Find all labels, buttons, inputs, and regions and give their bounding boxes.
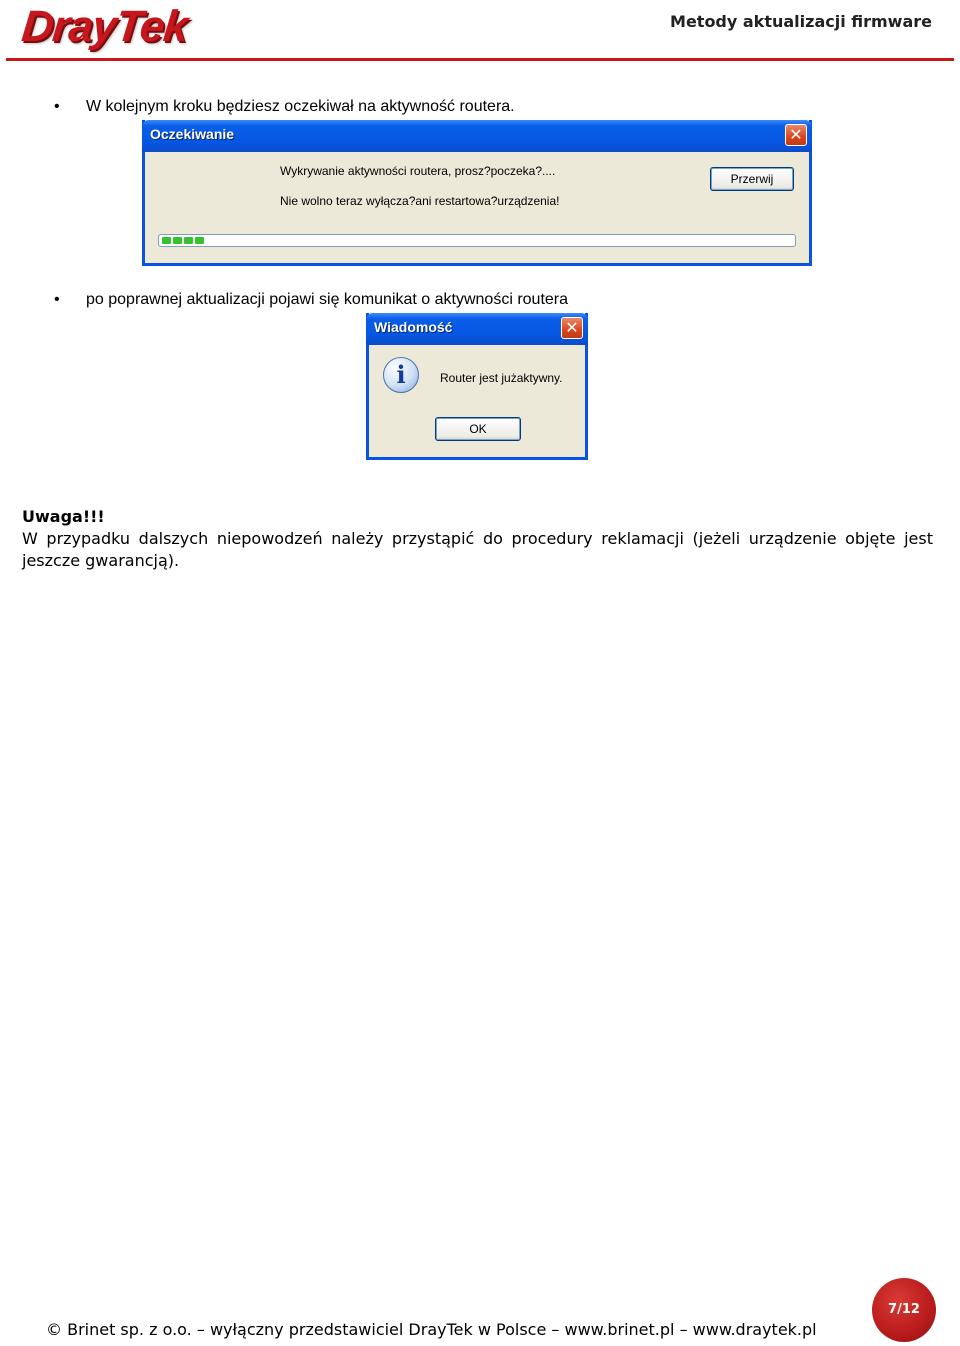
page-number-badge: 7/12 bbox=[872, 1278, 936, 1342]
step-text: W kolejnym kroku będziesz oczekiwał na aktywność routera. bbox=[86, 98, 515, 115]
info-icon: i bbox=[383, 357, 419, 393]
note-heading: Uwaga!!! bbox=[22, 507, 105, 526]
dialog-titlebar bbox=[366, 313, 588, 345]
progress-bar bbox=[158, 234, 796, 247]
dialog-title: Wiadomość bbox=[374, 319, 453, 335]
abort-button[interactable]: Przerwij bbox=[710, 167, 794, 191]
footer-text: © Brinet sp. z o.o. – wyłączny przedstawiciel DrayTek w Polsce – www.brinet.pl – www.draytek.pl bbox=[46, 1320, 817, 1339]
draytek-logo: DrayTek bbox=[19, 2, 190, 51]
progress-segment bbox=[162, 237, 171, 244]
bullet-marker: • bbox=[54, 291, 60, 308]
wait-message-line1: Wykrywanie aktywności routera, prosz?poczeka?.... bbox=[280, 164, 556, 178]
header-divider bbox=[6, 58, 954, 61]
dialog-titlebar bbox=[142, 120, 812, 152]
dialog-title: Oczekiwanie bbox=[150, 126, 235, 142]
note-body: W przypadku dalszych niepowodzeń należy przystąpić do procedury reklamacji (jeżeli urządzenie objęte jest jeszcze gwarancją). bbox=[22, 529, 933, 570]
progress-segment bbox=[195, 237, 204, 244]
message-dialog bbox=[366, 313, 588, 460]
progress-segment bbox=[173, 237, 182, 244]
close-icon[interactable]: ✕ bbox=[561, 317, 583, 339]
wait-message-line2: Nie wolno teraz wyłącza?ani restartowa?urządzenia! bbox=[280, 194, 560, 208]
progress-segment bbox=[184, 237, 193, 244]
step-text: po poprawnej aktualizacji pojawi się komunikat o aktywności routera bbox=[86, 291, 569, 308]
page-header-title: Metody aktualizacji firmware bbox=[670, 12, 932, 31]
close-icon[interactable]: ✕ bbox=[785, 124, 807, 146]
waiting-dialog bbox=[142, 120, 812, 266]
ok-button[interactable]: OK bbox=[435, 417, 521, 441]
dialog-message: Router jest jużaktywny. bbox=[440, 371, 563, 385]
bullet-marker: • bbox=[54, 98, 60, 115]
